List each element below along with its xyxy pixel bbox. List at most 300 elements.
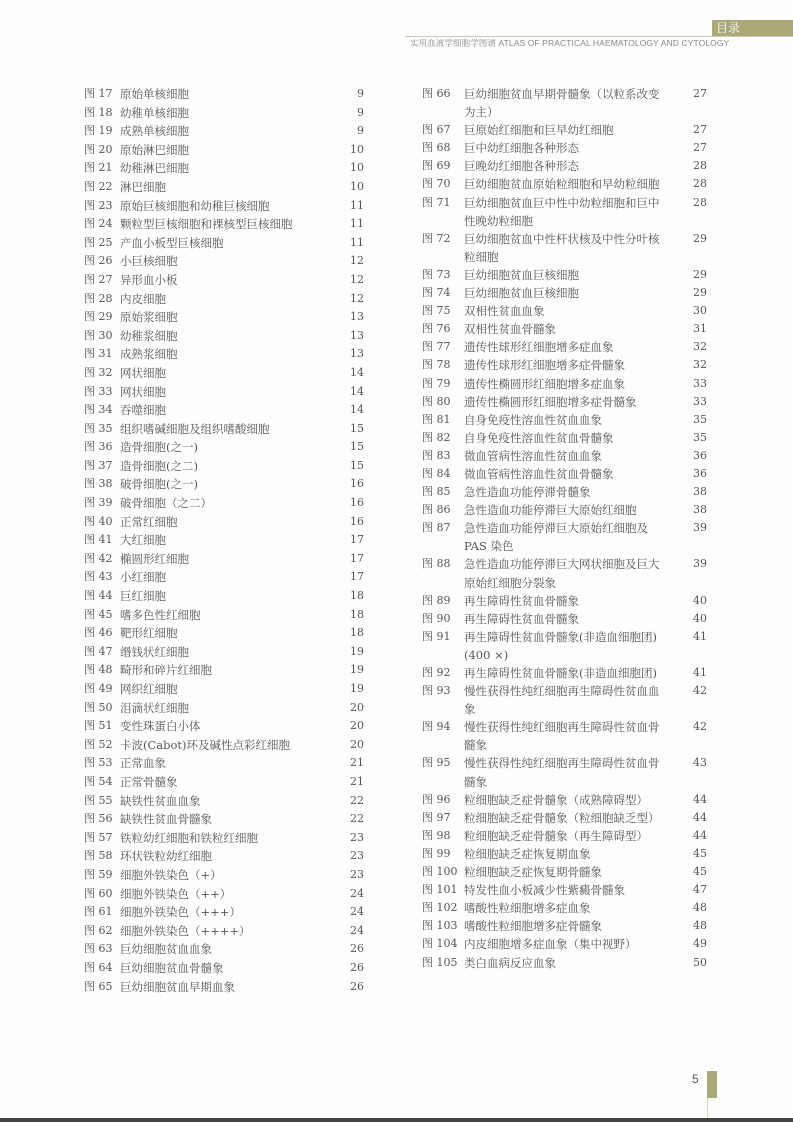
entry-title: 小巨核细胞 <box>120 254 178 269</box>
figure-label: 图 58 <box>84 849 113 863</box>
entry-title: 异形血小板 <box>120 272 178 287</box>
page-marker-bar <box>707 1071 717 1098</box>
toc-entry[interactable] <box>422 121 707 139</box>
toc-entry[interactable] <box>422 139 707 157</box>
entry-title: 椭圆形红细胞 <box>120 551 189 566</box>
toc-entry[interactable] <box>422 393 707 411</box>
page-ref: 13 <box>350 310 364 324</box>
toc-entry[interactable] <box>84 736 364 755</box>
toc-entry[interactable] <box>422 935 707 953</box>
toc-entry[interactable] <box>422 555 707 591</box>
figure-label: 图 63 <box>84 942 113 956</box>
figure-label: 图 35 <box>84 421 113 435</box>
figure-label: 图 64 <box>84 960 113 974</box>
toc-entry[interactable] <box>84 699 364 718</box>
toc-entry[interactable] <box>84 959 364 978</box>
entry-title: 巨幼细胞贫血巨核细胞 <box>464 267 579 282</box>
page-ref: 32 <box>693 340 707 354</box>
page-ref: 11 <box>350 235 364 249</box>
figure-label: 图 70 <box>422 177 451 191</box>
toc-entry[interactable] <box>84 364 364 383</box>
entry-title: 慢性获得性纯红细胞再生障碍性贫血骨 髓象 <box>464 720 660 753</box>
figure-label: 图 34 <box>84 403 113 417</box>
page-ref: 19 <box>350 682 364 695</box>
entry-title: 破骨细胞（之二） <box>120 496 212 511</box>
page-ref: 38 <box>693 485 707 499</box>
toc-entry[interactable] <box>84 885 364 904</box>
entry-title: 嗜多色性红细胞 <box>120 607 201 622</box>
entry-title: 粒细胞缺乏症骨髓象（再生障碍型） <box>464 828 648 843</box>
figure-label: 图 61 <box>84 905 113 919</box>
entry-title: 造骨细胞(之二) <box>120 458 198 473</box>
figure-label: 图 82 <box>422 430 451 444</box>
toc-entry[interactable] <box>422 791 707 809</box>
page-ref: 45 <box>693 846 707 860</box>
entry-title: 粒细胞缺乏症恢复期血象 <box>464 846 591 861</box>
entry-title: 微血管病性溶血性贫血骨髓象 <box>464 466 614 481</box>
figure-label: 图 96 <box>422 792 451 806</box>
entry-title: 巨晚幼红细胞各种形态 <box>464 159 579 174</box>
entry-title: 幼稚淋巴细胞 <box>120 161 189 176</box>
entry-title: 双相性贫血骨髓象 <box>464 322 556 337</box>
toc-entry[interactable] <box>84 159 364 178</box>
page-ref: 33 <box>693 394 707 408</box>
toc-entry[interactable] <box>84 475 364 494</box>
figure-label: 图 19 <box>84 124 113 138</box>
toc-entry[interactable] <box>422 284 707 302</box>
toc-entry[interactable] <box>84 643 364 662</box>
toc-entry[interactable] <box>422 85 707 121</box>
entry-title: 再生障碍性贫血骨髓象 <box>464 593 579 608</box>
page-ref: 28 <box>693 195 707 209</box>
page-ref: 45 <box>693 865 707 879</box>
toc-entry[interactable] <box>84 383 364 402</box>
entry-title: 正常骨髓象 <box>120 774 178 789</box>
page-ref: 17 <box>350 570 364 584</box>
page-number: 5 <box>692 1072 699 1086</box>
toc-entry[interactable] <box>84 531 364 550</box>
entry-title: 原始单核细胞 <box>120 87 189 101</box>
toc-entry[interactable] <box>422 592 707 610</box>
toc-entry[interactable] <box>84 661 364 680</box>
page-ref: 42 <box>693 720 707 734</box>
page-ref: 19 <box>350 663 364 677</box>
toc-entry[interactable] <box>84 345 364 364</box>
entry-title: 原始巨核细胞和幼稚巨核细胞 <box>120 198 270 213</box>
figure-label: 图 56 <box>84 812 113 826</box>
figure-label: 图 103 <box>422 919 458 933</box>
entry-title: 巨幼细胞贫血中性杆状核及中性分叶核 粒细胞 <box>464 231 660 264</box>
page-ref: 9 <box>357 105 364 119</box>
toc-entry[interactable] <box>84 85 364 104</box>
figure-label: 图 18 <box>84 105 113 119</box>
figure-label: 图 52 <box>84 737 113 751</box>
entry-title: 造骨细胞(之一) <box>120 440 198 455</box>
page-marker-line <box>707 1098 708 1118</box>
page-ref: 29 <box>693 267 707 281</box>
toc-entry[interactable] <box>84 829 364 848</box>
page-ref: 36 <box>693 448 707 462</box>
toc-entry[interactable] <box>84 308 364 327</box>
figure-label: 图 37 <box>84 458 113 472</box>
figure-label: 图 85 <box>422 485 451 499</box>
figure-label: 图 50 <box>84 700 113 714</box>
entry-title: 急性造血功能停滞巨大网状细胞及巨大 原始红细胞分裂象 <box>464 557 660 590</box>
entry-title: 缺铁性贫血骨髓象 <box>120 812 212 827</box>
page-ref: 21 <box>350 774 364 788</box>
entry-title: 急性造血功能停滞骨髓象 <box>464 485 591 500</box>
figure-label: 图 84 <box>422 466 451 480</box>
figure-label: 图 72 <box>422 231 451 245</box>
figure-label: 图 86 <box>422 503 451 517</box>
page-ref: 23 <box>350 867 364 881</box>
page-ref: 27 <box>693 87 707 100</box>
figure-label: 图 89 <box>422 593 451 607</box>
figure-label: 图 73 <box>422 267 451 281</box>
entry-title: 内皮细胞 <box>120 291 166 306</box>
entry-title: 正常血象 <box>120 756 166 771</box>
entry-title: 巨幼细胞贫血骨髓象 <box>120 960 224 975</box>
page-ref: 40 <box>693 611 707 625</box>
toc-entry[interactable] <box>84 903 364 922</box>
toc-entry[interactable] <box>422 954 707 972</box>
toc-entry[interactable] <box>84 717 364 736</box>
page-ref: 15 <box>350 421 364 435</box>
figure-label: 图 68 <box>422 141 451 155</box>
toc-entry[interactable] <box>84 773 364 792</box>
entry-title: 特发性血小板减少性紫癜骨髓象 <box>464 883 625 898</box>
toc-entry[interactable] <box>84 978 364 997</box>
page-ref: 13 <box>350 347 364 361</box>
toc-entry[interactable] <box>84 754 364 773</box>
toc-entry[interactable] <box>422 194 707 230</box>
toc-entry[interactable] <box>422 827 707 845</box>
page-ref: 27 <box>693 123 707 137</box>
page-ref: 22 <box>350 812 364 826</box>
toc-entry[interactable] <box>84 141 364 160</box>
entry-title: 原始浆细胞 <box>120 310 178 325</box>
page-ref: 31 <box>693 322 707 336</box>
entry-title: 粒细胞缺乏症恢复期骨髓象 <box>464 865 602 880</box>
page-ref: 42 <box>693 684 707 698</box>
figure-label: 图 42 <box>84 551 113 565</box>
toc-entry[interactable] <box>422 881 707 899</box>
entry-title: 成熟浆细胞 <box>120 347 178 362</box>
entry-title: 双相性贫血血象 <box>464 304 545 319</box>
entry-title: 组织嗜碱细胞及组织嗜酸细胞 <box>120 421 270 436</box>
page-ref: 20 <box>350 719 364 733</box>
figure-label: 图 27 <box>84 272 113 286</box>
figure-label: 图 51 <box>84 719 113 733</box>
toc-entry[interactable] <box>422 157 707 175</box>
page-ref: 32 <box>693 358 707 372</box>
figure-label: 图 46 <box>84 626 113 640</box>
figure-label: 图 67 <box>422 123 451 137</box>
page-ref: 35 <box>693 412 707 426</box>
page-ref: 9 <box>357 124 364 138</box>
entry-title: 颗粒型巨核细胞和裸核型巨核细胞 <box>120 217 293 232</box>
page-ref: 41 <box>693 666 707 679</box>
toc-entry[interactable] <box>84 252 364 271</box>
page-ref: 17 <box>350 533 364 547</box>
entry-title: 自身免疫性溶血性贫血骨髓象 <box>464 430 614 445</box>
toc-entry[interactable] <box>84 810 364 829</box>
toc-entry[interactable] <box>84 513 364 532</box>
page-ref: 28 <box>693 177 707 191</box>
figure-label: 图 31 <box>84 347 113 361</box>
page-ref: 41 <box>693 629 707 643</box>
page-ref: 48 <box>693 901 707 915</box>
page-ref: 36 <box>693 466 707 480</box>
entry-title: 吞噬细胞 <box>120 403 166 418</box>
toc-entry[interactable] <box>422 302 707 320</box>
entry-title: 巨幼细胞贫血早期血象 <box>120 979 235 994</box>
figure-label: 图 105 <box>422 955 458 969</box>
toc-entry[interactable] <box>84 457 364 476</box>
page-ref: 11 <box>350 217 364 231</box>
figure-label: 图 78 <box>422 358 451 372</box>
page-ref: 27 <box>693 141 707 155</box>
page-ref: 22 <box>350 793 364 807</box>
page-ref: 26 <box>350 942 364 956</box>
toc-entry[interactable] <box>422 917 707 935</box>
page-ref: 12 <box>350 272 364 286</box>
figure-label: 图 41 <box>84 533 113 547</box>
toc-entry[interactable] <box>84 122 364 141</box>
toc-entry[interactable] <box>84 290 364 309</box>
entry-title: 内皮细胞增多症血象（集中视野） <box>464 937 637 952</box>
entry-title: 小红细胞 <box>120 570 166 585</box>
figure-label: 图 21 <box>84 161 113 175</box>
page-ref: 26 <box>350 979 364 993</box>
figure-label: 图 39 <box>84 496 113 510</box>
figure-label: 图 45 <box>84 607 113 621</box>
page-ref: 39 <box>693 557 707 571</box>
toc-entry[interactable] <box>422 175 707 193</box>
toc-entry[interactable] <box>84 940 364 959</box>
entry-title: 淋巴细胞 <box>120 179 166 194</box>
entry-title: 再生障碍性贫血骨髓象(非造血细胞团) (400 ×) <box>464 629 657 662</box>
toc-entry[interactable] <box>422 519 707 555</box>
toc-entry[interactable] <box>422 411 707 429</box>
page-ref: 35 <box>693 430 707 444</box>
figure-label: 图 83 <box>422 448 451 462</box>
toc-entry[interactable] <box>422 266 707 284</box>
toc-entry[interactable] <box>422 754 707 790</box>
toc-entry[interactable] <box>84 624 364 643</box>
toc-entry[interactable] <box>84 550 364 569</box>
entry-title: 巨红细胞 <box>120 589 166 604</box>
entry-title: 巨幼细胞贫血原始粒细胞和早幼粒细胞 <box>464 177 660 192</box>
entry-title: 巨原始红细胞和巨早幼红细胞 <box>464 123 614 138</box>
toc-entry[interactable] <box>84 234 364 253</box>
toc-entry[interactable] <box>422 483 707 501</box>
toc-entry[interactable] <box>84 847 364 866</box>
toc-entry[interactable] <box>422 356 707 374</box>
page-ref: 24 <box>350 923 364 937</box>
figure-label: 图 81 <box>422 412 451 426</box>
page-ref: 18 <box>350 589 364 603</box>
figure-label: 图 99 <box>422 846 451 860</box>
figure-label: 图 20 <box>84 142 113 156</box>
toc-entry[interactable] <box>84 178 364 197</box>
entry-title: 原始淋巴细胞 <box>120 142 189 157</box>
entry-title: 网织红细胞 <box>120 682 178 696</box>
page-ref: 17 <box>350 551 364 565</box>
page-ref: 23 <box>350 830 364 844</box>
figure-label: 图 69 <box>422 159 451 173</box>
figure-label: 图 90 <box>422 611 451 625</box>
entry-title: 幼稚浆细胞 <box>120 328 178 343</box>
toc-entry[interactable] <box>84 922 364 941</box>
entry-title: 慢性获得性纯红细胞再生障碍性贫血血 象 <box>464 684 660 717</box>
entry-title: 再生障碍性贫血骨髓象(非造血细胞团) <box>464 666 657 680</box>
page-ref: 33 <box>693 376 707 390</box>
toc-entry[interactable] <box>84 401 364 420</box>
figure-label: 图 47 <box>84 644 113 658</box>
figure-label: 图 17 <box>84 87 113 100</box>
entry-title: 卡波(Cabot)环及碱性点彩红细胞 <box>120 737 291 752</box>
figure-label: 图 60 <box>84 886 113 900</box>
entry-title: 成熟单核细胞 <box>120 124 189 139</box>
figure-label: 图 49 <box>84 682 113 695</box>
toc-entry[interactable] <box>422 809 707 827</box>
page-ref: 39 <box>693 521 707 535</box>
figure-label: 图 92 <box>422 666 451 679</box>
figure-label: 图 104 <box>422 937 458 951</box>
page-ref: 28 <box>693 159 707 173</box>
page-ref: 29 <box>693 286 707 300</box>
figure-label: 图 76 <box>422 322 451 336</box>
toc-entry[interactable] <box>84 215 364 234</box>
figure-label: 图 28 <box>84 291 113 305</box>
page-ref: 26 <box>350 960 364 974</box>
entry-title: 细胞外铁染色（++++） <box>120 923 251 938</box>
figure-label: 图 24 <box>84 217 113 231</box>
entry-title: 网状细胞 <box>120 384 166 399</box>
figure-label: 图 77 <box>422 340 451 354</box>
page-ref: 14 <box>350 384 364 398</box>
toc-entry[interactable] <box>422 863 707 881</box>
entry-title: 巨幼细胞贫血巨核细胞 <box>464 286 579 301</box>
figure-label: 图 66 <box>422 87 451 100</box>
entry-title: 网状细胞 <box>120 365 166 380</box>
figure-label: 图 25 <box>84 235 113 249</box>
entry-title: 大红细胞 <box>120 533 166 548</box>
toc-entry[interactable] <box>84 606 364 625</box>
entry-title: 遗传性球形红细胞增多症骨髓象 <box>464 358 625 373</box>
figure-label: 图 91 <box>422 629 451 643</box>
toc-entry[interactable] <box>422 845 707 863</box>
toc-entry[interactable] <box>84 327 364 346</box>
page-ref: 14 <box>350 365 364 379</box>
figure-label: 图 53 <box>84 756 113 770</box>
toc-entry[interactable] <box>84 587 364 606</box>
figure-label: 图 95 <box>422 756 451 770</box>
page-ref: 9 <box>357 87 364 100</box>
page-ref: 10 <box>350 142 364 156</box>
toc-entry[interactable] <box>422 899 707 917</box>
entry-title: 慢性获得性纯红细胞再生障碍性贫血骨 髓象 <box>464 756 660 789</box>
entry-title: 遗传性椭圆形红细胞增多症骨髓象 <box>464 394 637 409</box>
toc-entry[interactable] <box>422 429 707 447</box>
toc-entry[interactable] <box>422 610 707 628</box>
scan-edge <box>0 1118 793 1122</box>
entry-title: 缺铁性贫血血象 <box>120 793 201 808</box>
figure-label: 图 93 <box>422 684 451 698</box>
figure-label: 图 38 <box>84 477 113 491</box>
toc-entry[interactable] <box>422 338 707 356</box>
page-ref: 40 <box>693 593 707 607</box>
page-ref: 44 <box>693 828 707 842</box>
toc-entry[interactable] <box>84 494 364 513</box>
page-ref: 19 <box>350 644 364 658</box>
toc-entry[interactable] <box>84 568 364 587</box>
figure-label: 图 48 <box>84 663 113 677</box>
entry-title: 再生障碍性贫血骨髓象 <box>464 611 579 626</box>
toc-entry[interactable] <box>422 628 707 664</box>
toc-entry[interactable] <box>422 230 707 266</box>
page-ref: 15 <box>350 440 364 454</box>
entry-title: 细胞外铁染色（++） <box>120 886 232 901</box>
toc-entry[interactable] <box>422 320 707 338</box>
entry-title: 泪滴状红细胞 <box>120 700 189 715</box>
toc-entry[interactable] <box>422 375 707 393</box>
toc-entry[interactable] <box>422 682 707 718</box>
page-ref: 38 <box>693 503 707 517</box>
page-ref: 24 <box>350 905 364 919</box>
toc-entry[interactable] <box>422 664 707 682</box>
entry-title: 靶形红细胞 <box>120 626 178 641</box>
page-ref: 10 <box>350 179 364 193</box>
figure-label: 图 79 <box>422 376 451 390</box>
toc-entry[interactable] <box>84 866 364 885</box>
page-ref: 20 <box>350 700 364 714</box>
entry-title: 正常红细胞 <box>120 514 178 529</box>
toc-entry[interactable] <box>422 501 707 519</box>
figure-label: 图 74 <box>422 286 451 300</box>
page-ref: 44 <box>693 810 707 824</box>
toc-entry[interactable] <box>422 718 707 754</box>
figure-label: 图 23 <box>84 198 113 212</box>
entry-title: 破骨细胞(之一) <box>120 477 198 492</box>
figure-label: 图 94 <box>422 720 451 734</box>
toc-entry[interactable] <box>422 465 707 483</box>
entry-title: 巨中幼红细胞各种形态 <box>464 141 579 156</box>
page-ref: 49 <box>693 937 707 951</box>
toc-entry[interactable] <box>84 271 364 290</box>
toc-entry[interactable] <box>84 680 364 699</box>
toc-entry[interactable] <box>84 792 364 811</box>
entry-title: 微血管病性溶血性贫血血象 <box>464 448 602 463</box>
entry-title: 巨幼细胞贫血血象 <box>120 942 212 957</box>
figure-label: 图 80 <box>422 394 451 408</box>
toc-entry[interactable] <box>422 447 707 465</box>
entry-title: 缗钱状红细胞 <box>120 644 189 659</box>
entry-title: 产血小板型巨核细胞 <box>120 235 224 250</box>
toc-entry[interactable] <box>84 420 364 439</box>
toc-entry[interactable] <box>84 197 364 216</box>
figure-label: 图 33 <box>84 384 113 398</box>
toc-entry[interactable] <box>84 438 364 457</box>
entry-title: 遗传性球形红细胞增多症血象 <box>464 340 614 355</box>
figure-label: 图 98 <box>422 828 451 842</box>
toc-entry[interactable] <box>84 104 364 123</box>
figure-label: 图 55 <box>84 793 113 807</box>
figure-label: 图 36 <box>84 440 113 454</box>
figure-label: 图 43 <box>84 570 113 584</box>
page-ref: 24 <box>350 886 364 900</box>
